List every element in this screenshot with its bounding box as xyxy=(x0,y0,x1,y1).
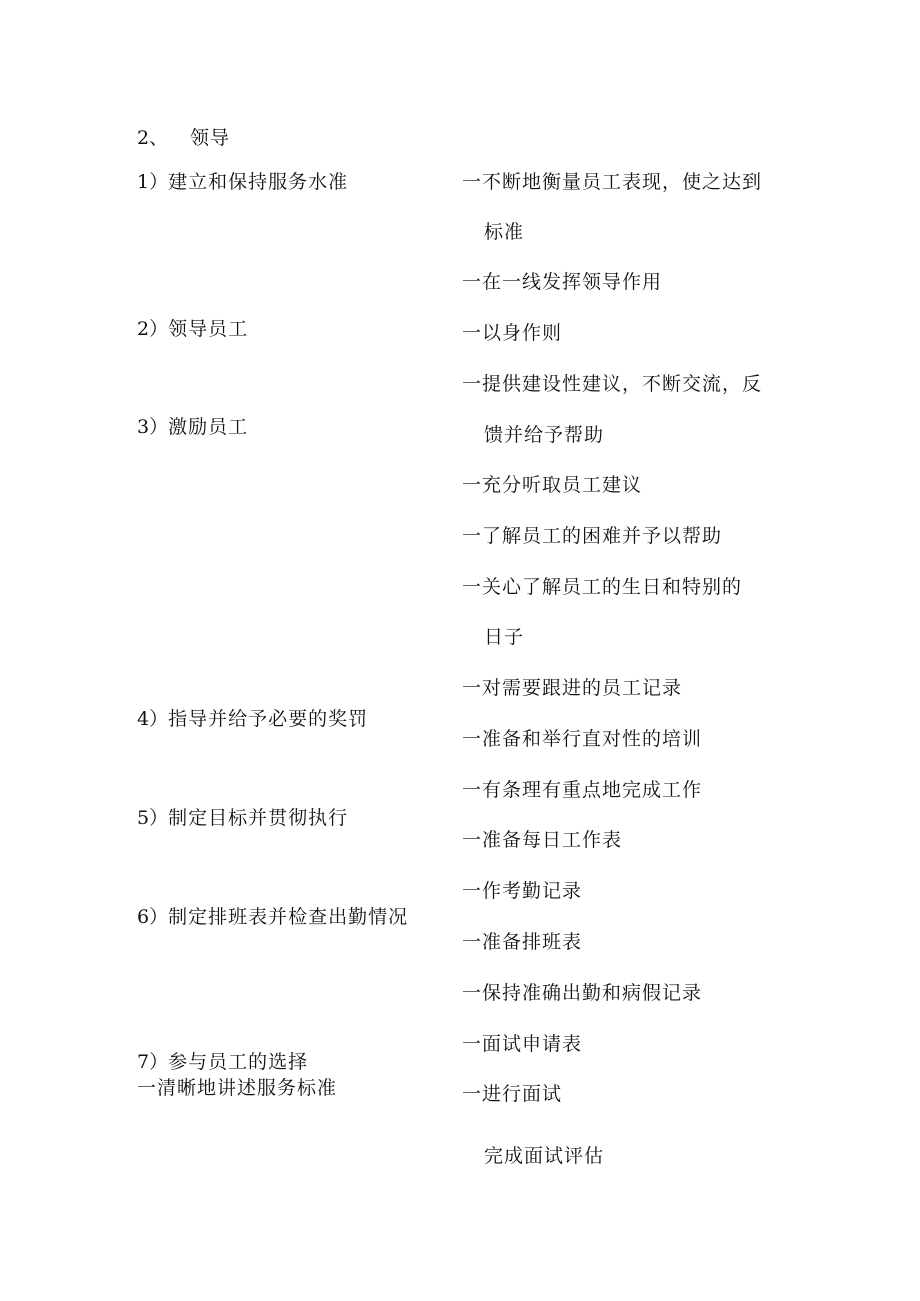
action-line: 一准备和举行直对性的培训 xyxy=(462,728,703,750)
duty-text: 制定排班表并检查出勤情况 xyxy=(168,906,409,928)
duty-item xyxy=(137,317,248,341)
section-number: 2、 xyxy=(137,127,169,149)
action-line: 一保持准确出勤和病假记录 xyxy=(462,982,703,1004)
section-title: 领导 xyxy=(190,127,231,149)
duty-subtext: 一清晰地讲述服务标准 xyxy=(137,1077,338,1099)
duty-text: 激励员工 xyxy=(168,416,249,438)
action-line: 一提供建设性建议，不断交流，反 xyxy=(462,373,763,395)
duty-item xyxy=(137,1050,308,1074)
duty-text: 制定目标并贯彻执行 xyxy=(168,807,349,829)
action-line-continuation: 标准 xyxy=(484,221,525,243)
action-line: 一关心了解员工的生日和特别的 xyxy=(462,576,743,598)
duty-number: 2） xyxy=(137,318,169,340)
duty-number: 3） xyxy=(137,416,169,438)
duty-text: 建立和保持服务水准 xyxy=(168,171,349,193)
action-line: 一在一线发挥领导作用 xyxy=(462,271,663,293)
duty-text: 领导员工 xyxy=(168,318,249,340)
action-line: 一作考勤记录 xyxy=(462,880,583,902)
action-line: 一以身作则 xyxy=(462,322,563,344)
action-line: 一不断地衡量员工表现，使之达到 xyxy=(462,171,763,193)
action-line: 一进行面试 xyxy=(462,1083,563,1105)
duty-number: 1） xyxy=(137,171,169,193)
action-line: 一对需要跟进的员工记录 xyxy=(462,677,683,699)
duty-number: 7） xyxy=(137,1051,169,1073)
duty-number: 6） xyxy=(137,906,169,928)
duty-text: 指导并给予必要的奖罚 xyxy=(168,708,369,730)
action-line-continuation: 馈并给予帮助 xyxy=(484,424,605,446)
action-line-continuation: 日子 xyxy=(484,626,525,648)
action-line: 一有条理有重点地完成工作 xyxy=(462,779,703,801)
action-line: 一准备排班表 xyxy=(462,931,583,953)
duty-item xyxy=(137,170,348,194)
action-line: 一了解员工的困难并予以帮助 xyxy=(462,525,723,547)
action-line: 一面试申请表 xyxy=(462,1033,583,1055)
action-line-continuation: 完成面试评估 xyxy=(484,1145,605,1167)
duty-item xyxy=(137,707,368,731)
duty-text: 参与员工的选择 xyxy=(168,1051,309,1073)
action-line: 一充分听取员工建议 xyxy=(462,474,643,496)
duty-item xyxy=(137,415,248,439)
duty-item xyxy=(137,806,348,830)
duty-number: 4） xyxy=(137,708,169,730)
duty-item xyxy=(137,905,408,929)
duty-number: 5） xyxy=(137,807,169,829)
action-line: 一准备每日工作表 xyxy=(462,829,623,851)
